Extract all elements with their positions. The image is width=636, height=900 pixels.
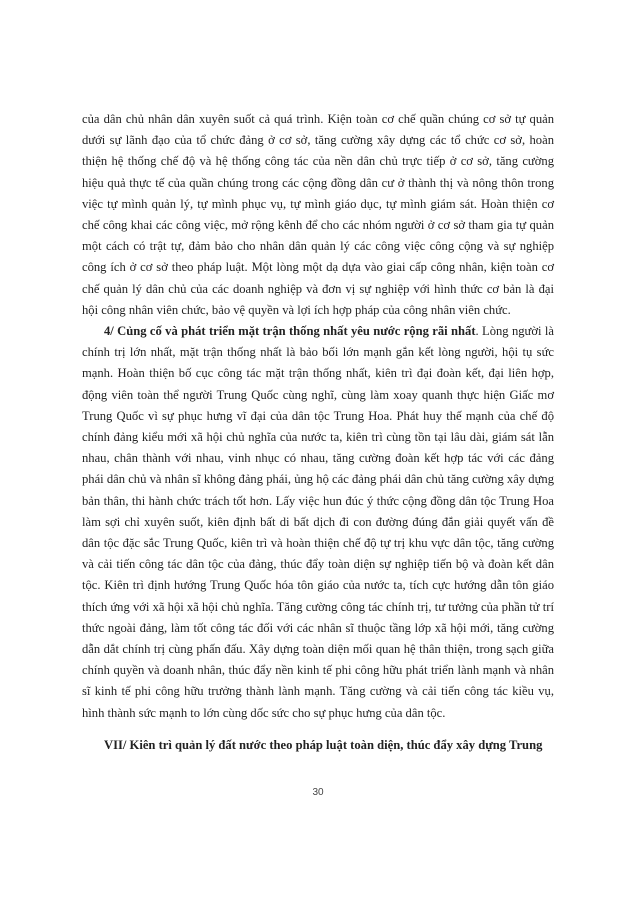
page-number: 30 [312,787,324,798]
section-4-body: . Lòng người là chính trị lớn nhất, mặt trận thống nhất là bảo bối lớn mạnh gắn kết lòng người, hội tụ sức mạnh. Hoàn thiện bố cục công tác mặt trận thống nhất, kiên trì đại đoàn kết, đại liên hợp, động viên toàn thể người Trung Quốc cùng nghĩ, cùng làm xoay quanh thực hiện Giấc mơ Trung Quốc vì sự phục hưng vĩ đại của dân tộc Trung Hoa. Phát huy thế mạnh của chế độ chính đảng kiểu mới xã hội chủ nghĩa của nước ta, kiên trì cùng tồn tại lâu dài, giám sát lẫn nhau, chân thành với nhau, vinh nhục có nhau, tăng cường đoàn kết hợp tác với các đảng phái dân chủ và nhân sĩ không đảng phái, ủng hộ các đảng phái dân chủ tăng cường xây dựng bản thân, thi hành chức trách tốt hơn. Lấy việc hun đúc ý thức cộng đồng dân tộc Trung Hoa làm sợi chỉ xuyên suốt, kiên định bất di bất dịch đi con đường đúng đắn giải quyết vấn đề dân tộc đặc sắc Trung Quốc, kiên trì và hoàn thiện chế độ tự trị khu vực dân tộc, tăng cường và cải tiến công tác dân tộc của đảng, thúc đẩy toàn diện sự nghiệp tiến bộ và đoàn kết dân tộc. Kiên trì định hướng Trung Quốc hóa tôn giáo của nước ta, tích cực hướng dẫn tôn giáo thích ứng với xã hội xã hội chủ nghĩa. Tăng cường công tác chính trị, tư tưởng của phần tử trí thức ngoài đảng, làm tốt công tác đối với các nhân sĩ thuộc tầng lớp xã hội mới, tăng cường dẫn dắt chính trị cùng phấn đấu. Xây dựng toàn diện mối quan hệ thân thiện, trong sạch giữa chính quyền và doanh nhân, thúc đẩy nền kinh tế phi công hữu phát triển lành mạnh và nhân sĩ kinh tế phi công hữu trưởng thành lành mạnh. Tăng cường và cải tiến công tác kiều vụ, hình thành sức mạnh to lớn cùng dốc sức cho sự phục hưng của dân tộc. [82,324,554,720]
body-text [82,109,554,724]
paragraph-grassroots-democracy: của dân chủ nhân dân xuyên suốt cả quá trình. Kiện toàn cơ chế quần chúng cơ sở tự quản dưới sự lãnh đạo của tổ chức đảng ở cơ sở, tăng cường xây dựng các tổ chức cơ sở, hoàn thiện hệ thống chế độ và hệ thống công tác của nền dân chủ trực tiếp ở cơ sở, tăng cường hiệu quả thực tế của quần chúng trong các cộng đồng dân cư ở thành thị và nông thôn trong việc tự mình quản lý, tự mình phục vụ, tự mình giáo dục, tự mình giám sát. Hoàn thiện cơ chế công khai các công việc, mở rộng kênh để cho các nhóm người ở cơ sở tham gia tự quản một cách có trật tự, đảm bảo cho nhân dân quản lý các công việc công cộng và sự nghiệp công ích ở cơ sở theo pháp luật. Một lòng một dạ dựa vào giai cấp công nhân, kiện toàn cơ chế quản lý dân chủ của các doanh nghiệp và đơn vị sự nghiệp với hình thức cơ bản là đại hội công nhân viên chức, bảo vệ quyền và lợi ích hợp pháp của công nhân viên chức. [82,112,554,317]
section-7-heading: VII/ Kiên trì quản lý đất nước theo pháp luật toàn diện, thúc đẩy xây dựng Trung [104,738,543,752]
section-4-paragraph [82,321,554,724]
section-4-title: 4/ Củng cố và phát triển mặt trận thống nhất yêu nước rộng rãi nhất [104,324,476,339]
